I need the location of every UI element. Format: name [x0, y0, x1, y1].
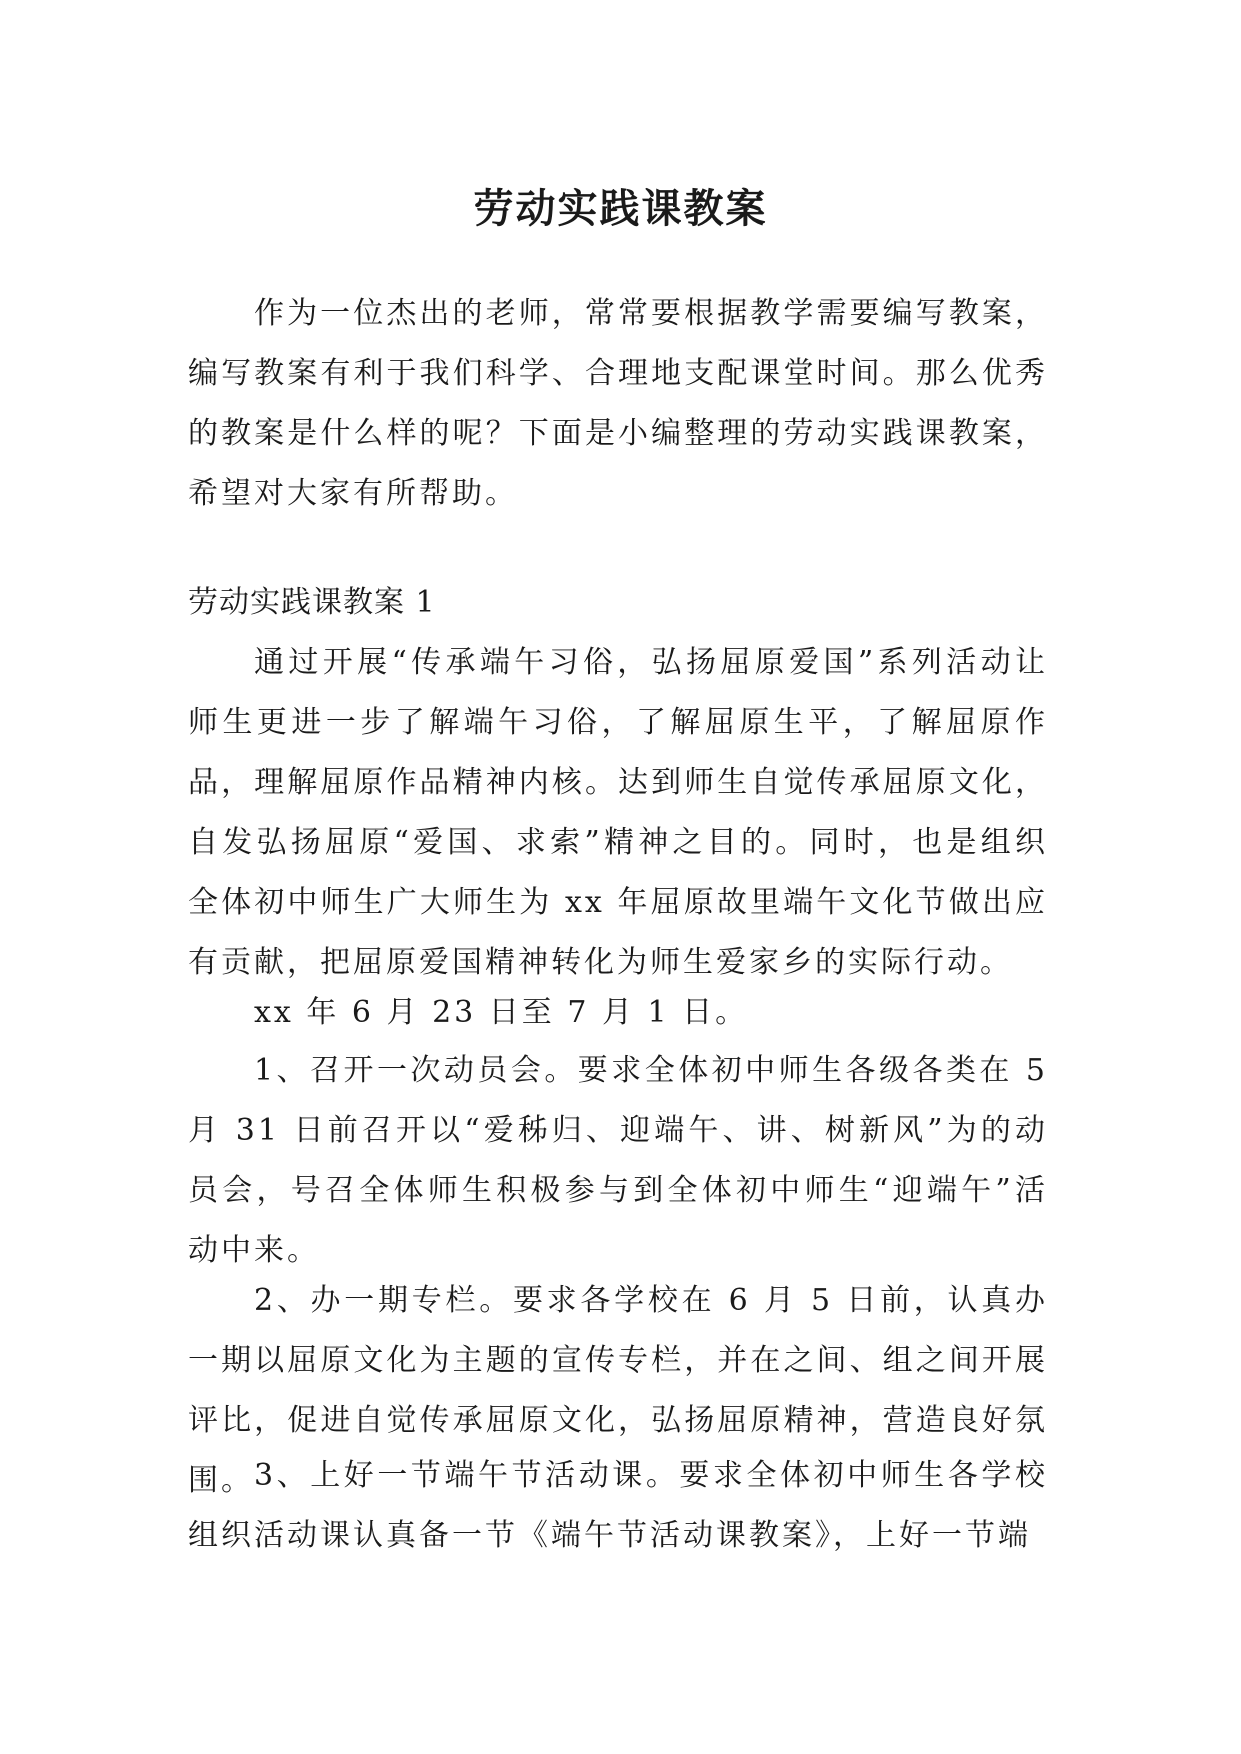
- list-item: 1、召开一次动员会。要求全体初中师生各级各类在 5 月 31 日前召开以“爱秭归、迎端午、讲、树新风”为的动员会，号召全体师生积极参与到全体初中师生“迎端午”活动中来。: [188, 1053, 1048, 1268]
- intro-paragraph: 作为一位杰出的老师，常常要根据教学需要编写教案，编写教案有利于我们科学、合理地支配课堂时间。那么优秀的教案是什么样的呢？下面是小编整理的劳动实践课教案，希望对大家有所帮助。: [188, 296, 1048, 511]
- document-title: 劳动实践课教案: [473, 184, 768, 232]
- section-heading: 劳动实践课教案 1: [188, 585, 436, 620]
- date-line: xx 年 6 月 23 日至 7 月 1 日。: [254, 995, 749, 1030]
- list-item: 2、办一期专栏。要求各学校在 6 月 5 日前，认真办一期以屈原文化为主题的宣传专栏，并在之间、组之间开展评比，促进自觉传承屈原文化，弘扬屈原精神，营造良好氛围。: [188, 1283, 1048, 1498]
- body-paragraph: 通过开展“传承端午习俗，弘扬屈原爱国”系列活动让师生更进一步了解端午习俗，了解屈原生平，了解屈原作品，理解屈原作品精神内核。达到师生自觉传承屈原文化，自发弘扬屈原“爱国、求索”精神之目的。同时，也是组织全体初中师生广大师生为 xx 年屈原故里端午文化节做出应有贡献，把屈原爱国精神转化为师生爱家乡的实际行动。: [188, 645, 1048, 980]
- list-item: 3、上好一节端午节活动课。要求全体初中师生各学校组织活动课认真备一节《端午节活动课教案》，上好一节端: [188, 1458, 1048, 1553]
